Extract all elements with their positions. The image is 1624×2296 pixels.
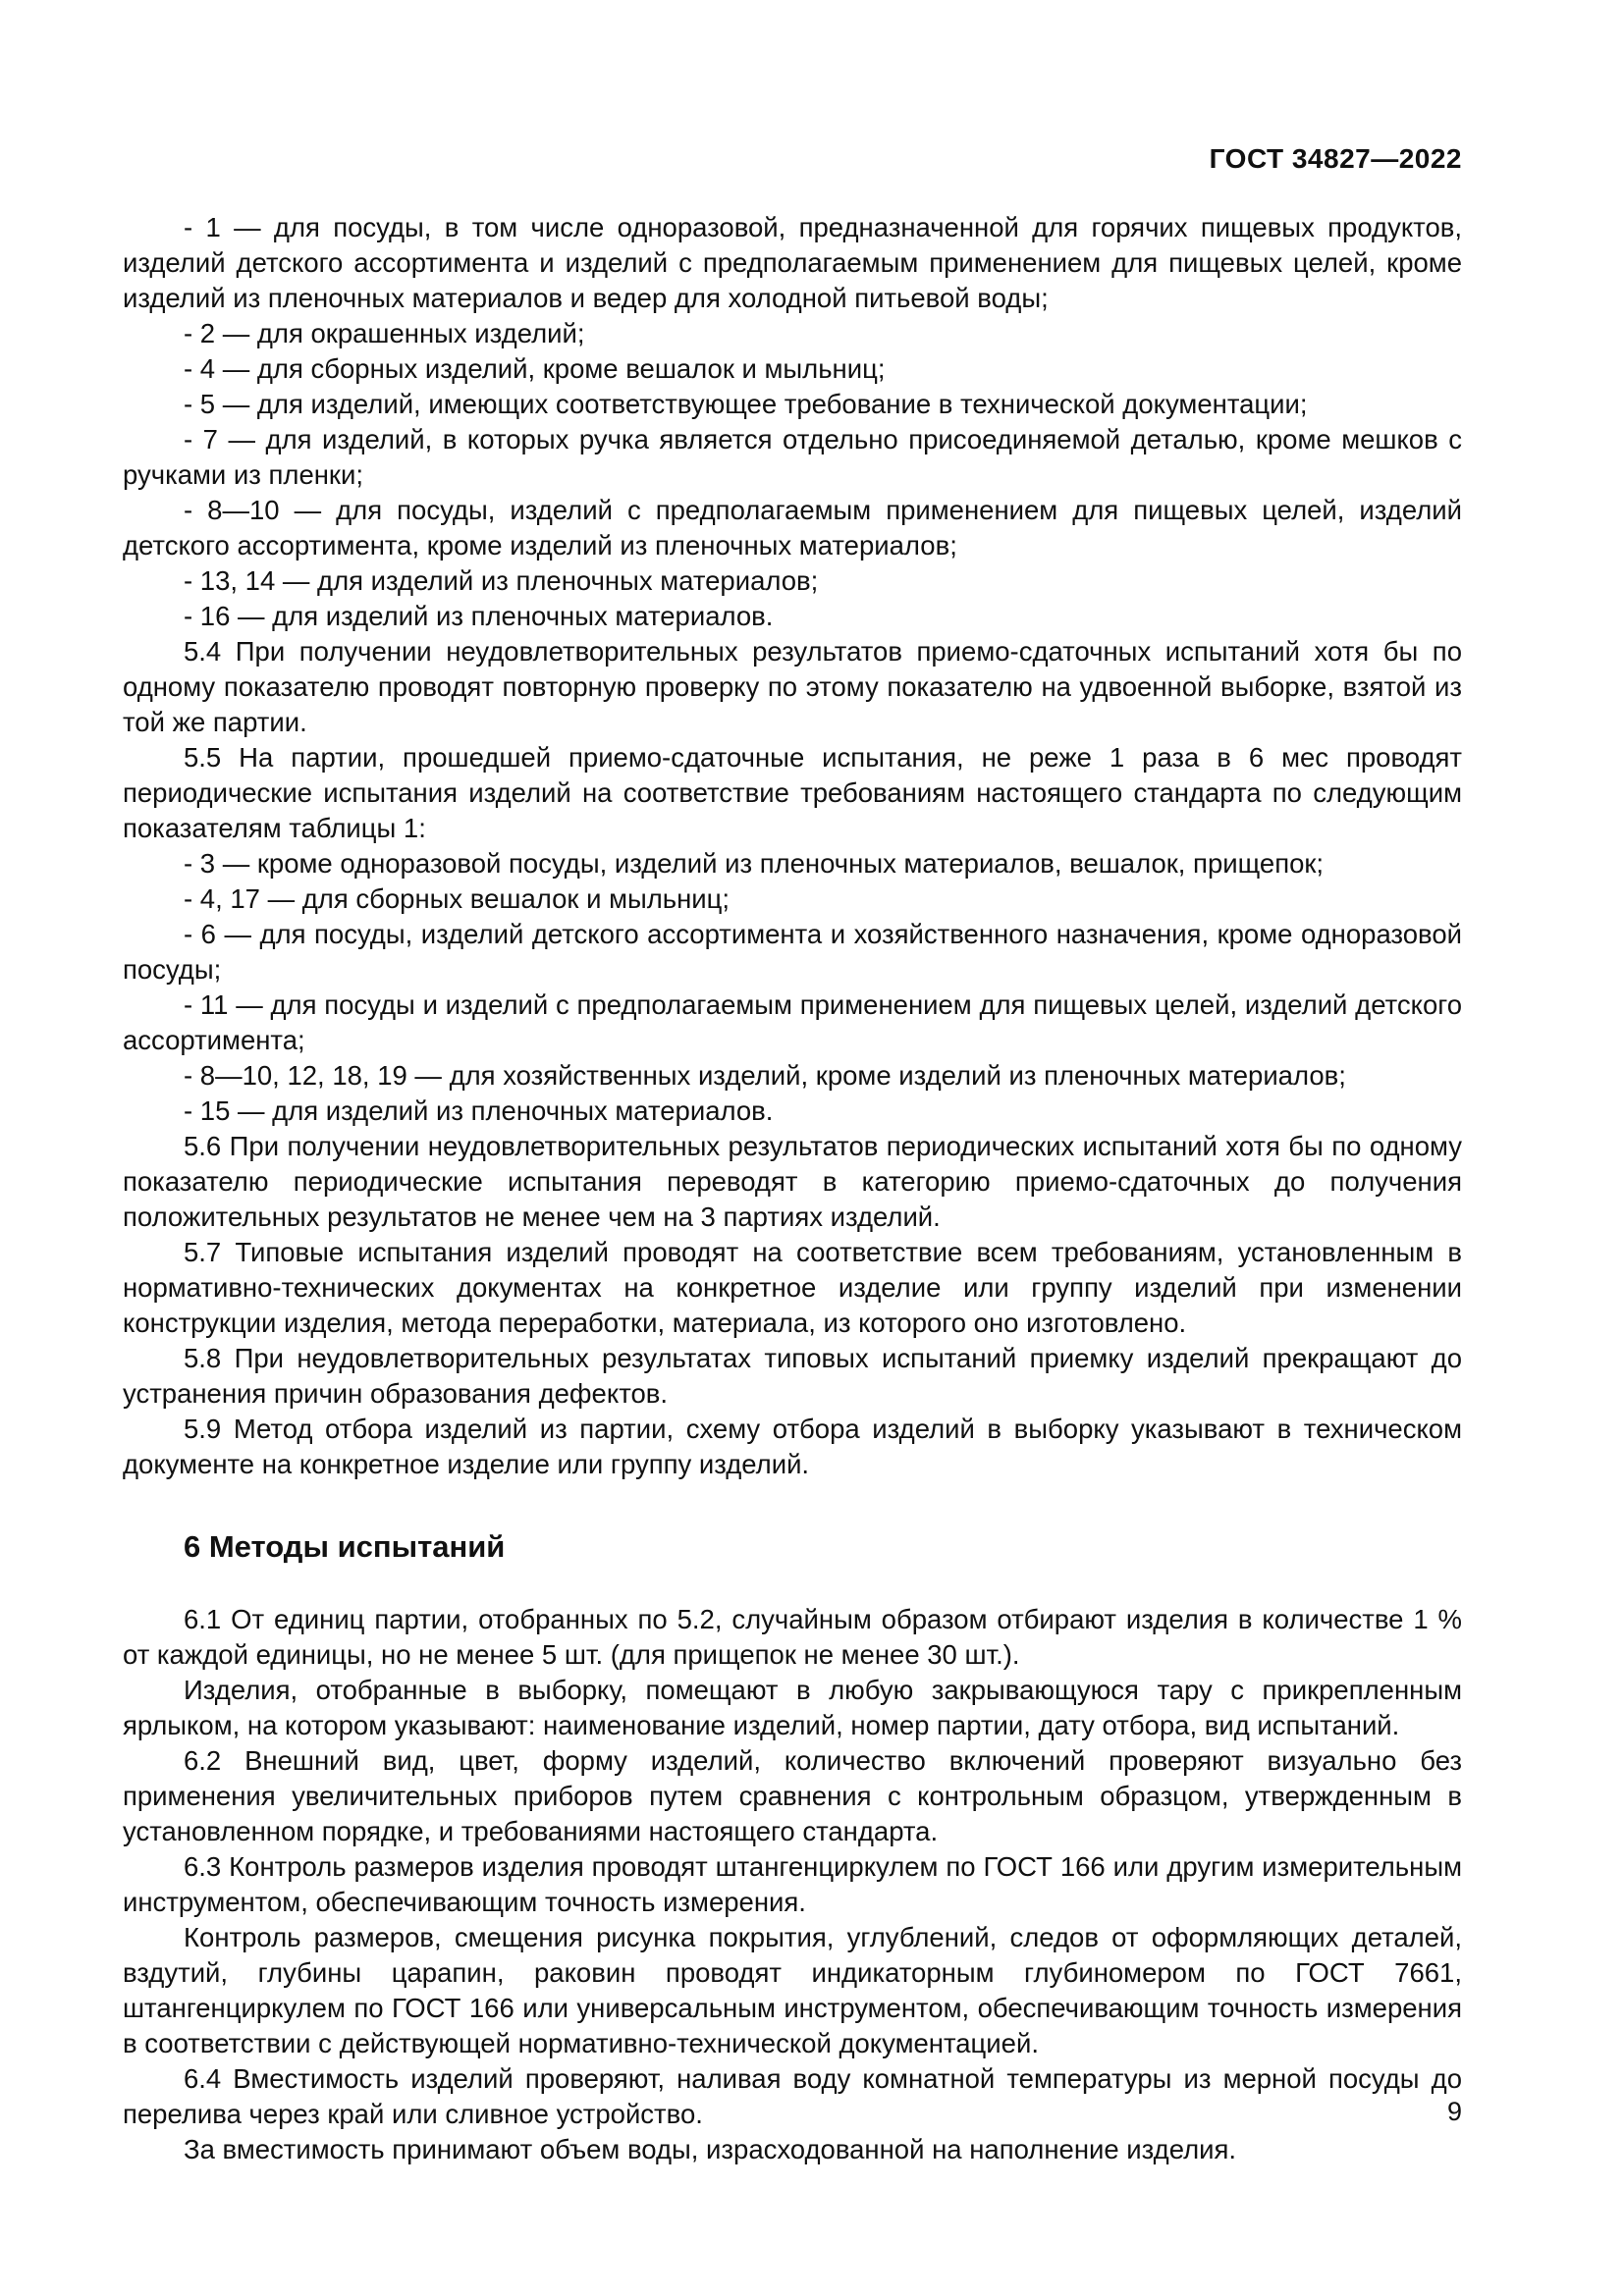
list-item: - 15 — для изделий из пленочных материалов. <box>184 1095 774 1126</box>
list-item: - 2 — для окрашенных изделий; <box>184 318 585 348</box>
paragraph: 5.5 На партии, прошедшей приемо-сдаточные испытания, не реже 1 раза в 6 мес проводят периодические испытания изделий на соответствие требованиям настоящего стандарта по следующим показателям таблицы 1: <box>123 742 1462 843</box>
document-content <box>123 210 1462 2167</box>
list-item: - 4 — для сборных изделий, кроме вешалок и мыльниц; <box>184 353 886 384</box>
list-item: - 13, 14 — для изделий из пленочных материалов; <box>184 565 819 596</box>
list-item: - 16 — для изделий из пленочных материалов. <box>184 601 774 631</box>
section-heading: 6 Методы испытаний <box>184 1529 506 1564</box>
page-number: 9 <box>1446 2097 1462 2126</box>
paragraph: 6.2 Внешний вид, цвет, форму изделий, количество включений проверяют визуально без применения увеличительных приборов путем сравнения с контрольным образцом, утвержденным в установленном порядке, и требованиями настоящего стандарта. <box>123 1745 1462 1846</box>
paragraph: 6.4 Вместимость изделий проверяют, наливая воду комнатной температуры из мерной посуды до перелива через край или сливное устройство. <box>123 2063 1462 2129</box>
paragraph: 6.3 Контроль размеров изделия проводят штангенциркулем по ГОСТ 166 или другим измерительным инструментом, обеспечивающим точность измерения. <box>123 1851 1462 1917</box>
paragraph: 6.1 От единиц партии, отобранных по 5.2, случайным образом отбирают изделия в количестве 1 % от каждой единицы, но не менее 5 шт. (для прищепок не менее 30 шт.). <box>123 1604 1462 1670</box>
list-item: - 1 — для посуды, в том числе одноразовой, предназначенной для горячих пищевых продуктов, изделий детского ассортимента и изделий с предполагаемым применением для пищевых целей, кроме изделий из пленочных материалов и ведер для холодной питьевой воды; <box>123 212 1462 313</box>
list-item: - 7 — для изделий, в которых ручка является отдельно присоединяемой деталью, кроме мешков с ручками из пленки; <box>123 424 1462 490</box>
list-item: - 3 — кроме одноразовой посуды, изделий из пленочных материалов, вешалок, прищепок; <box>184 848 1325 879</box>
paragraph: 5.7 Типовые испытания изделий проводят на соответствие всем требованиям, установленным в нормативно-технических документах на конкретное изделие или группу изделий при изменении конструкции изделия, метода переработки, материала, из которого оно изготовлено. <box>123 1237 1462 1338</box>
list-item: - 11 — для посуды и изделий с предполагаемым применением для пищевых целей, изделий детского ассортимента; <box>123 989 1462 1055</box>
list-item: - 4, 17 — для сборных вешалок и мыльниц; <box>184 883 731 914</box>
paragraph: 5.4 При получении неудовлетворительных результатов приемо-сдаточных испытаний хотя бы по одному показателю проводят повторную проверку по этому показателю на удвоенной выборке, взятой из той же партии. <box>123 636 1462 737</box>
document-number: ГОСТ 34827—2022 <box>1209 143 1462 174</box>
paragraph: 5.9 Метод отбора изделий из партии, схему отбора изделий в выборку указывают в техническом документе на конкретное изделие или группу изделий. <box>123 1414 1462 1479</box>
list-item: - 8—10, 12, 18, 19 — для хозяйственных изделий, кроме изделий из пленочных материалов; <box>184 1060 1346 1091</box>
paragraph: Контроль размеров, смещения рисунка покрытия, углублений, следов от оформляющих деталей, вздутий, глубины царапин, раковин проводят индикаторным глубиномером по ГОСТ 7661, штангенциркулем по ГОСТ 166 или универсальным инструментом, обеспечивающим точность измерения в соответствии с действующей нормативно-технической документацией. <box>123 1922 1462 2058</box>
list-item: - 6 — для посуды, изделий детского ассортимента и хозяйственного назначения, кроме одноразовой посуды; <box>123 919 1462 985</box>
list-item: - 8—10 — для посуды, изделий с предполагаемым применением для пищевых целей, изделий детского ассортимента, кроме изделий из пленочных материалов; <box>123 495 1462 561</box>
paragraph: 5.6 При получении неудовлетворительных результатов периодических испытаний хотя бы по одному показателю периодические испытания переводят в категорию приемо-сдаточных до получения положительных результатов не менее чем на 3 партиях изделий. <box>123 1131 1462 1232</box>
paragraph: 5.8 При неудовлетворительных результатах типовых испытаний приемку изделий прекращают до устранения причин образования дефектов. <box>123 1343 1462 1409</box>
paragraph: За вместимость принимают объем воды, израсходованной на наполнение изделия. <box>184 2134 1237 2164</box>
paragraph: Изделия, отобранные в выборку, помещают в любую закрывающуюся тару с прикрепленным ярлыком, на котором указывают: наименование изделий, номер партии, дату отбора, вид испытаний. <box>123 1675 1462 1740</box>
list-item: - 5 — для изделий, имеющих соответствующее требование в технической документации; <box>184 389 1308 419</box>
